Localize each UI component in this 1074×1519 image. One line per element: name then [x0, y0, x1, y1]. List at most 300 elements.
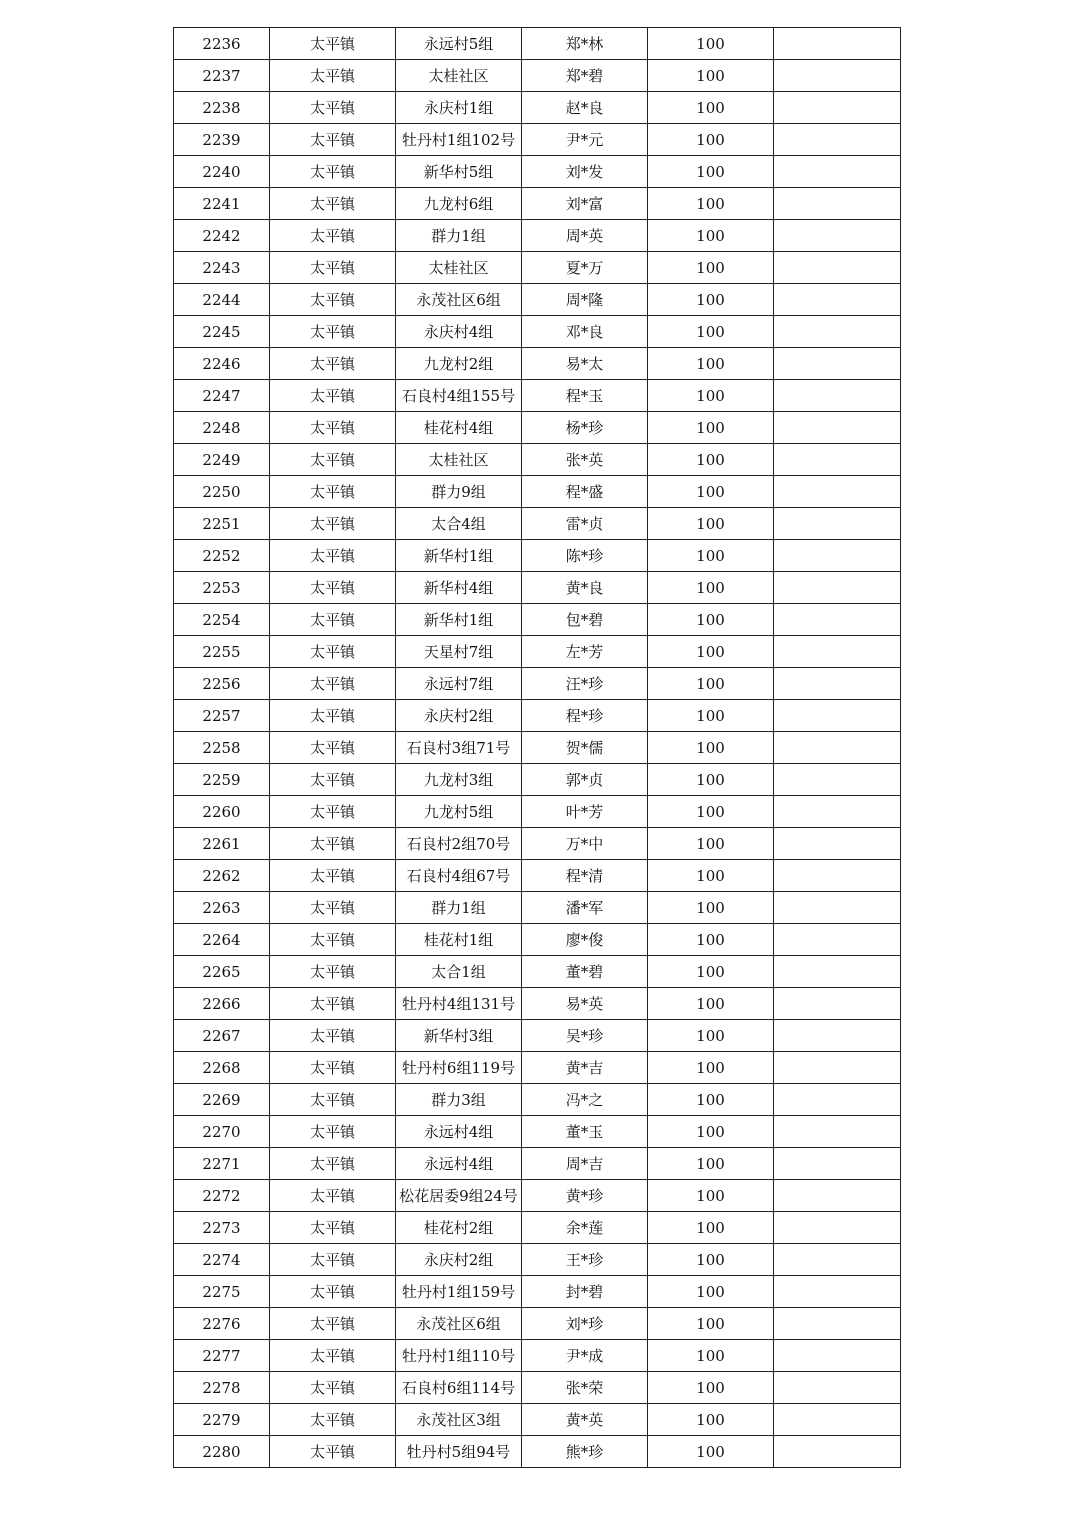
amount-cell: 100 [648, 860, 774, 892]
amount-cell: 100 [648, 124, 774, 156]
table-row [174, 924, 901, 956]
address-cell: 石良村2组70号 [396, 828, 522, 860]
amount-cell: 100 [648, 188, 774, 220]
town-cell: 太平镇 [270, 764, 396, 796]
town-cell: 太平镇 [270, 892, 396, 924]
row-number-cell: 2253 [174, 572, 270, 604]
town-cell: 太平镇 [270, 444, 396, 476]
row-number-cell: 2271 [174, 1148, 270, 1180]
note-cell [774, 220, 901, 252]
person-name-cell: 郭*贞 [522, 764, 648, 796]
table-row [174, 572, 901, 604]
row-number-cell: 2240 [174, 156, 270, 188]
address-cell: 群力1组 [396, 220, 522, 252]
town-cell: 太平镇 [270, 1308, 396, 1340]
person-name-cell: 张*英 [522, 444, 648, 476]
address-cell: 新华村4组 [396, 572, 522, 604]
row-number-cell: 2263 [174, 892, 270, 924]
amount-cell: 100 [648, 1340, 774, 1372]
note-cell [774, 508, 901, 540]
table-row [174, 796, 901, 828]
row-number-cell: 2239 [174, 124, 270, 156]
note-cell [774, 124, 901, 156]
address-cell: 桂花村1组 [396, 924, 522, 956]
row-number-cell: 2236 [174, 28, 270, 60]
row-number-cell: 2258 [174, 732, 270, 764]
town-cell: 太平镇 [270, 1020, 396, 1052]
amount-cell: 100 [648, 1116, 774, 1148]
table-row [174, 252, 901, 284]
address-cell: 太桂社区 [396, 444, 522, 476]
person-name-cell: 王*珍 [522, 1244, 648, 1276]
person-name-cell: 尹*元 [522, 124, 648, 156]
note-cell [774, 1148, 901, 1180]
amount-cell: 100 [648, 604, 774, 636]
amount-cell: 100 [648, 380, 774, 412]
address-cell: 牡丹村1组102号 [396, 124, 522, 156]
table-row [174, 1212, 901, 1244]
amount-cell: 100 [648, 956, 774, 988]
person-name-cell: 余*莲 [522, 1212, 648, 1244]
row-number-cell: 2254 [174, 604, 270, 636]
table-row [174, 380, 901, 412]
town-cell: 太平镇 [270, 700, 396, 732]
table-row [174, 988, 901, 1020]
note-cell [774, 412, 901, 444]
person-name-cell: 董*碧 [522, 956, 648, 988]
address-cell: 牡丹村6组119号 [396, 1052, 522, 1084]
row-number-cell: 2256 [174, 668, 270, 700]
table-row [174, 668, 901, 700]
table-row [174, 1244, 901, 1276]
note-cell [774, 828, 901, 860]
table-row [174, 636, 901, 668]
address-cell: 永庆村2组 [396, 700, 522, 732]
note-cell [774, 764, 901, 796]
address-cell: 石良村4组155号 [396, 380, 522, 412]
row-number-cell: 2278 [174, 1372, 270, 1404]
address-cell: 桂花村2组 [396, 1212, 522, 1244]
person-name-cell: 贺*儒 [522, 732, 648, 764]
table-row [174, 1052, 901, 1084]
address-cell: 永庆村4组 [396, 316, 522, 348]
row-number-cell: 2248 [174, 412, 270, 444]
amount-cell: 100 [648, 988, 774, 1020]
table-row [174, 1148, 901, 1180]
town-cell: 太平镇 [270, 1084, 396, 1116]
person-name-cell: 黄*珍 [522, 1180, 648, 1212]
amount-cell: 100 [648, 252, 774, 284]
amount-cell: 100 [648, 540, 774, 572]
town-cell: 太平镇 [270, 188, 396, 220]
table-row [174, 1436, 901, 1468]
note-cell [774, 1436, 901, 1468]
address-cell: 牡丹村4组131号 [396, 988, 522, 1020]
note-cell [774, 444, 901, 476]
row-number-cell: 2268 [174, 1052, 270, 1084]
person-name-cell: 张*荣 [522, 1372, 648, 1404]
address-cell: 九龙村2组 [396, 348, 522, 380]
note-cell [774, 540, 901, 572]
row-number-cell: 2237 [174, 60, 270, 92]
person-name-cell: 郑*林 [522, 28, 648, 60]
address-cell: 天星村7组 [396, 636, 522, 668]
address-cell: 新华村3组 [396, 1020, 522, 1052]
amount-cell: 100 [648, 892, 774, 924]
amount-cell: 100 [648, 412, 774, 444]
town-cell: 太平镇 [270, 252, 396, 284]
person-name-cell: 熊*珍 [522, 1436, 648, 1468]
person-name-cell: 赵*良 [522, 92, 648, 124]
town-cell: 太平镇 [270, 540, 396, 572]
address-cell: 群力9组 [396, 476, 522, 508]
address-cell: 九龙村3组 [396, 764, 522, 796]
town-cell: 太平镇 [270, 1340, 396, 1372]
table-row [174, 284, 901, 316]
town-cell: 太平镇 [270, 476, 396, 508]
town-cell: 太平镇 [270, 124, 396, 156]
person-name-cell: 程*盛 [522, 476, 648, 508]
town-cell: 太平镇 [270, 1276, 396, 1308]
table-row [174, 124, 901, 156]
row-number-cell: 2257 [174, 700, 270, 732]
note-cell [774, 284, 901, 316]
note-cell [774, 636, 901, 668]
address-cell: 太合4组 [396, 508, 522, 540]
person-name-cell: 万*中 [522, 828, 648, 860]
person-name-cell: 叶*芳 [522, 796, 648, 828]
row-number-cell: 2275 [174, 1276, 270, 1308]
address-cell: 石良村6组114号 [396, 1372, 522, 1404]
table-row [174, 1116, 901, 1148]
note-cell [774, 156, 901, 188]
amount-cell: 100 [648, 636, 774, 668]
row-number-cell: 2244 [174, 284, 270, 316]
row-number-cell: 2249 [174, 444, 270, 476]
note-cell [774, 700, 901, 732]
person-name-cell: 周*吉 [522, 1148, 648, 1180]
table-row [174, 764, 901, 796]
note-cell [774, 380, 901, 412]
table-row [174, 476, 901, 508]
table-row [174, 1340, 901, 1372]
row-number-cell: 2260 [174, 796, 270, 828]
town-cell: 太平镇 [270, 1372, 396, 1404]
note-cell [774, 1244, 901, 1276]
town-cell: 太平镇 [270, 28, 396, 60]
row-number-cell: 2272 [174, 1180, 270, 1212]
amount-cell: 100 [648, 508, 774, 540]
amount-cell: 100 [648, 732, 774, 764]
person-name-cell: 刘*富 [522, 188, 648, 220]
address-cell: 石良村3组71号 [396, 732, 522, 764]
town-cell: 太平镇 [270, 316, 396, 348]
row-number-cell: 2273 [174, 1212, 270, 1244]
table-row [174, 348, 901, 380]
person-name-cell: 郑*碧 [522, 60, 648, 92]
note-cell [774, 668, 901, 700]
amount-cell: 100 [648, 156, 774, 188]
row-number-cell: 2262 [174, 860, 270, 892]
person-name-cell: 刘*珍 [522, 1308, 648, 1340]
town-cell: 太平镇 [270, 1116, 396, 1148]
note-cell [774, 476, 901, 508]
table-row [174, 60, 901, 92]
address-cell: 永远村4组 [396, 1116, 522, 1148]
person-name-cell: 易*太 [522, 348, 648, 380]
person-name-cell: 邓*良 [522, 316, 648, 348]
town-cell: 太平镇 [270, 636, 396, 668]
town-cell: 太平镇 [270, 1436, 396, 1468]
town-cell: 太平镇 [270, 860, 396, 892]
row-number-cell: 2245 [174, 316, 270, 348]
row-number-cell: 2266 [174, 988, 270, 1020]
note-cell [774, 572, 901, 604]
address-cell: 永庆村1组 [396, 92, 522, 124]
roster-table-body [174, 28, 901, 1468]
table-row [174, 188, 901, 220]
note-cell [774, 796, 901, 828]
note-cell [774, 1084, 901, 1116]
row-number-cell: 2255 [174, 636, 270, 668]
address-cell: 新华村1组 [396, 604, 522, 636]
town-cell: 太平镇 [270, 1244, 396, 1276]
row-number-cell: 2247 [174, 380, 270, 412]
person-name-cell: 夏*万 [522, 252, 648, 284]
amount-cell: 100 [648, 1308, 774, 1340]
town-cell: 太平镇 [270, 572, 396, 604]
address-cell: 牡丹村5组94号 [396, 1436, 522, 1468]
table-row [174, 1020, 901, 1052]
note-cell [774, 1340, 901, 1372]
address-cell: 太桂社区 [396, 252, 522, 284]
address-cell: 永远村7组 [396, 668, 522, 700]
note-cell [774, 1212, 901, 1244]
address-cell: 群力1组 [396, 892, 522, 924]
row-number-cell: 2269 [174, 1084, 270, 1116]
person-name-cell: 陈*珍 [522, 540, 648, 572]
note-cell [774, 1276, 901, 1308]
table-row [174, 1276, 901, 1308]
note-cell [774, 188, 901, 220]
town-cell: 太平镇 [270, 1404, 396, 1436]
table-row [174, 412, 901, 444]
town-cell: 太平镇 [270, 1212, 396, 1244]
person-name-cell: 尹*成 [522, 1340, 648, 1372]
amount-cell: 100 [648, 1148, 774, 1180]
amount-cell: 100 [648, 220, 774, 252]
person-name-cell: 董*玉 [522, 1116, 648, 1148]
town-cell: 太平镇 [270, 924, 396, 956]
row-number-cell: 2280 [174, 1436, 270, 1468]
note-cell [774, 1308, 901, 1340]
town-cell: 太平镇 [270, 380, 396, 412]
row-number-cell: 2241 [174, 188, 270, 220]
amount-cell: 100 [648, 668, 774, 700]
row-number-cell: 2261 [174, 828, 270, 860]
address-cell: 新华村5组 [396, 156, 522, 188]
address-cell: 永远村4组 [396, 1148, 522, 1180]
row-number-cell: 2259 [174, 764, 270, 796]
person-name-cell: 冯*之 [522, 1084, 648, 1116]
table-row [174, 1180, 901, 1212]
town-cell: 太平镇 [270, 604, 396, 636]
row-number-cell: 2279 [174, 1404, 270, 1436]
address-cell: 九龙村6组 [396, 188, 522, 220]
note-cell [774, 1404, 901, 1436]
note-cell [774, 732, 901, 764]
amount-cell: 100 [648, 796, 774, 828]
note-cell [774, 1116, 901, 1148]
note-cell [774, 348, 901, 380]
table-row [174, 508, 901, 540]
table-row [174, 220, 901, 252]
row-number-cell: 2242 [174, 220, 270, 252]
town-cell: 太平镇 [270, 284, 396, 316]
amount-cell: 100 [648, 700, 774, 732]
address-cell: 永远村5组 [396, 28, 522, 60]
note-cell [774, 892, 901, 924]
row-number-cell: 2264 [174, 924, 270, 956]
table-row [174, 956, 901, 988]
amount-cell: 100 [648, 1212, 774, 1244]
town-cell: 太平镇 [270, 412, 396, 444]
row-number-cell: 2270 [174, 1116, 270, 1148]
person-name-cell: 杨*珍 [522, 412, 648, 444]
table-row [174, 316, 901, 348]
person-name-cell: 封*碧 [522, 1276, 648, 1308]
table-row [174, 1372, 901, 1404]
person-name-cell: 程*珍 [522, 700, 648, 732]
amount-cell: 100 [648, 1372, 774, 1404]
address-cell: 永庆村2组 [396, 1244, 522, 1276]
person-name-cell: 黄*英 [522, 1404, 648, 1436]
row-number-cell: 2252 [174, 540, 270, 572]
amount-cell: 100 [648, 1244, 774, 1276]
note-cell [774, 860, 901, 892]
row-number-cell: 2274 [174, 1244, 270, 1276]
amount-cell: 100 [648, 444, 774, 476]
amount-cell: 100 [648, 28, 774, 60]
person-name-cell: 雷*贞 [522, 508, 648, 540]
row-number-cell: 2238 [174, 92, 270, 124]
row-number-cell: 2267 [174, 1020, 270, 1052]
amount-cell: 100 [648, 476, 774, 508]
person-name-cell: 程*清 [522, 860, 648, 892]
amount-cell: 100 [648, 92, 774, 124]
table-row [174, 540, 901, 572]
person-name-cell: 刘*发 [522, 156, 648, 188]
person-name-cell: 潘*军 [522, 892, 648, 924]
note-cell [774, 1020, 901, 1052]
amount-cell: 100 [648, 1404, 774, 1436]
row-number-cell: 2276 [174, 1308, 270, 1340]
address-cell: 九龙村5组 [396, 796, 522, 828]
table-row [174, 732, 901, 764]
row-number-cell: 2243 [174, 252, 270, 284]
address-cell: 桂花村4组 [396, 412, 522, 444]
row-number-cell: 2246 [174, 348, 270, 380]
address-cell: 松花居委9组24号 [396, 1180, 522, 1212]
town-cell: 太平镇 [270, 988, 396, 1020]
amount-cell: 100 [648, 828, 774, 860]
address-cell: 太合1组 [396, 956, 522, 988]
address-cell: 新华村1组 [396, 540, 522, 572]
town-cell: 太平镇 [270, 60, 396, 92]
table-row [174, 892, 901, 924]
address-cell: 牡丹村1组110号 [396, 1340, 522, 1372]
amount-cell: 100 [648, 924, 774, 956]
town-cell: 太平镇 [270, 732, 396, 764]
town-cell: 太平镇 [270, 156, 396, 188]
amount-cell: 100 [648, 1180, 774, 1212]
amount-cell: 100 [648, 348, 774, 380]
address-cell: 永茂社区6组 [396, 1308, 522, 1340]
amount-cell: 100 [648, 1084, 774, 1116]
roster-table [173, 27, 901, 1468]
table-row [174, 92, 901, 124]
amount-cell: 100 [648, 284, 774, 316]
note-cell [774, 1180, 901, 1212]
town-cell: 太平镇 [270, 796, 396, 828]
table-row [174, 1404, 901, 1436]
amount-cell: 100 [648, 1052, 774, 1084]
person-name-cell: 包*碧 [522, 604, 648, 636]
row-number-cell: 2277 [174, 1340, 270, 1372]
town-cell: 太平镇 [270, 1052, 396, 1084]
row-number-cell: 2265 [174, 956, 270, 988]
row-number-cell: 2251 [174, 508, 270, 540]
table-row [174, 1084, 901, 1116]
note-cell [774, 60, 901, 92]
person-name-cell: 周*英 [522, 220, 648, 252]
table-row [174, 156, 901, 188]
address-cell: 群力3组 [396, 1084, 522, 1116]
person-name-cell: 黄*吉 [522, 1052, 648, 1084]
amount-cell: 100 [648, 1020, 774, 1052]
person-name-cell: 黄*良 [522, 572, 648, 604]
person-name-cell: 汪*珍 [522, 668, 648, 700]
table-row [174, 604, 901, 636]
address-cell: 永茂社区6组 [396, 284, 522, 316]
amount-cell: 100 [648, 764, 774, 796]
note-cell [774, 924, 901, 956]
note-cell [774, 956, 901, 988]
person-name-cell: 易*英 [522, 988, 648, 1020]
table-row [174, 28, 901, 60]
table-row [174, 444, 901, 476]
address-cell: 牡丹村1组159号 [396, 1276, 522, 1308]
person-name-cell: 廖*俊 [522, 924, 648, 956]
roster-sheet [173, 27, 900, 1468]
town-cell: 太平镇 [270, 348, 396, 380]
amount-cell: 100 [648, 1436, 774, 1468]
note-cell [774, 988, 901, 1020]
address-cell: 太桂社区 [396, 60, 522, 92]
note-cell [774, 316, 901, 348]
town-cell: 太平镇 [270, 956, 396, 988]
town-cell: 太平镇 [270, 1180, 396, 1212]
note-cell [774, 92, 901, 124]
note-cell [774, 604, 901, 636]
town-cell: 太平镇 [270, 508, 396, 540]
address-cell: 石良村4组67号 [396, 860, 522, 892]
note-cell [774, 1052, 901, 1084]
town-cell: 太平镇 [270, 220, 396, 252]
person-name-cell: 周*隆 [522, 284, 648, 316]
address-cell: 永茂社区3组 [396, 1404, 522, 1436]
person-name-cell: 吴*珍 [522, 1020, 648, 1052]
